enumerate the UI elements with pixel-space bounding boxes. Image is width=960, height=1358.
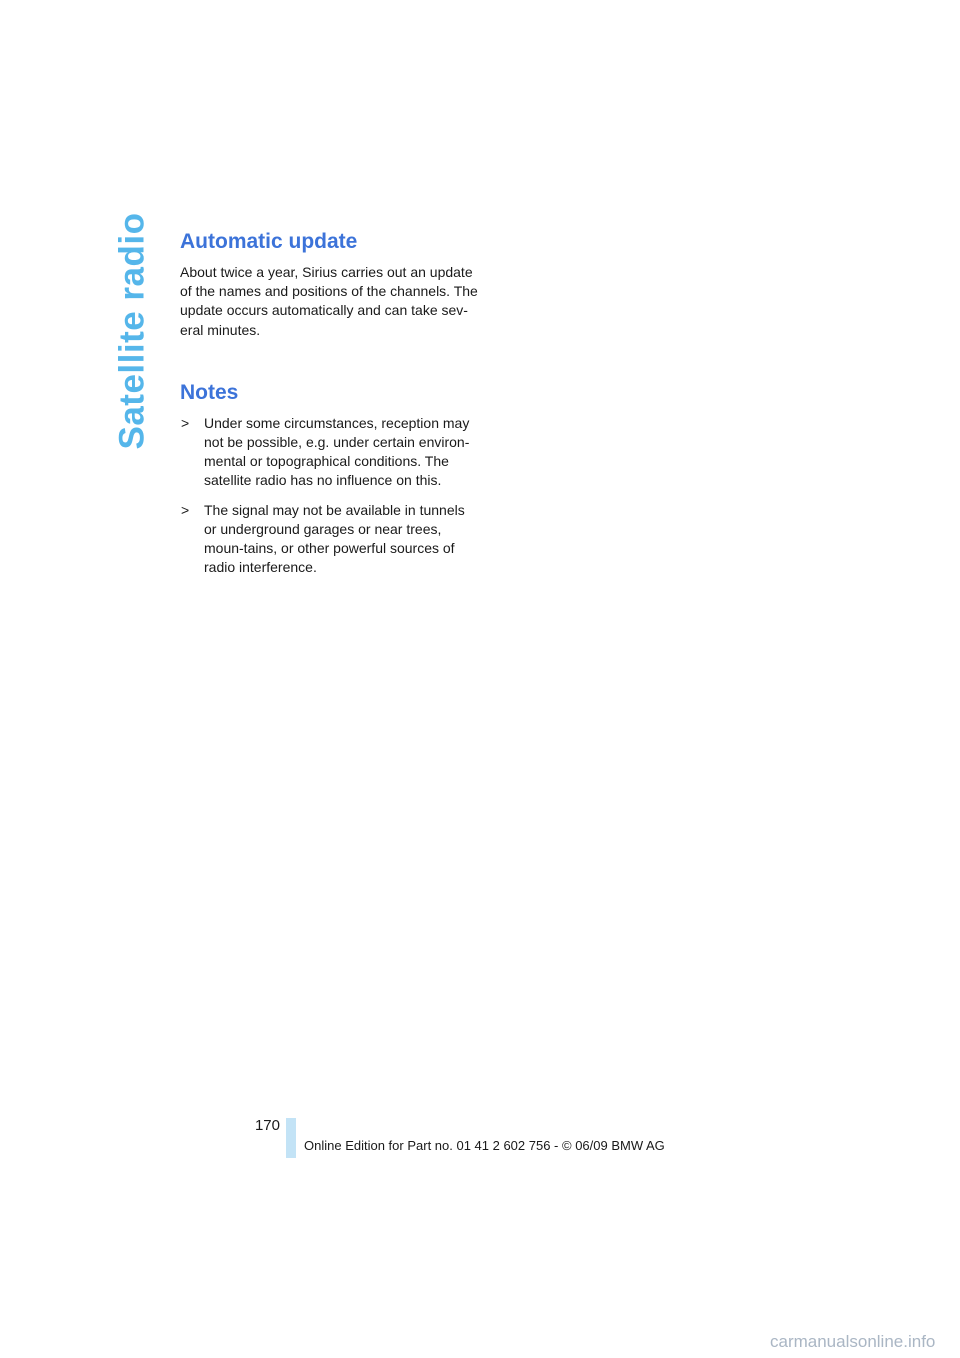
notes-list: [180, 414, 480, 578]
list-item: [180, 501, 480, 578]
page-number: 170: [254, 1117, 280, 1134]
list-item-text: Under some circumstances, reception may not be possible, e.g. under certain environ-mental or topographical conditions. The satellite radio has no influence on this.: [204, 414, 470, 489]
section-side-tab-label: Satellite radio: [113, 211, 152, 450]
heading-notes: Notes: [180, 380, 239, 404]
list-item-text: The signal may not be available in tunnels or underground garages or near trees, moun-tains, or other powerful sources of radio interference.: [204, 501, 465, 576]
watermark-link[interactable]: carmanualsonline.info: [770, 1332, 936, 1351]
bullet-marker: >: [181, 501, 190, 518]
footer-edition-text: Online Edition for Part no. 01 41 2 602 756 - © 06/09 BMW AG: [304, 1138, 665, 1153]
list-item: [180, 414, 480, 491]
automatic-update-paragraph: About twice a year, Sirius carries out an update of the names and positions of the channels. The update occurs automatically and can take sev-eral minutes.: [180, 264, 478, 338]
footer-accent-bar: [286, 1118, 296, 1158]
section-side-tab: [108, 211, 158, 450]
heading-automatic-update: Automatic update: [180, 230, 358, 253]
bullet-marker: >: [181, 414, 190, 431]
page-content: [180, 228, 480, 587]
